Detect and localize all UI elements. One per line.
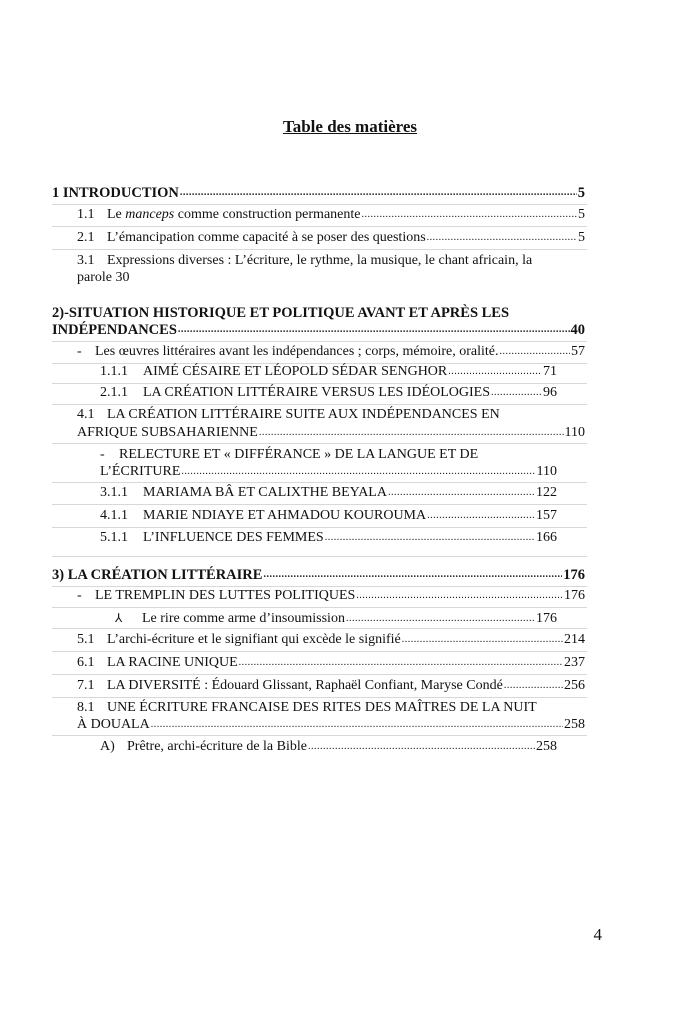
entry-number: 5.1 (77, 632, 95, 647)
leader-dots (361, 206, 577, 224)
leader-dots (427, 507, 535, 525)
divider (52, 482, 587, 483)
entry-number: 6.1 (77, 655, 95, 670)
divider (52, 404, 587, 405)
entry-page: 256 (564, 678, 585, 693)
entry-number: 3.1.1 (100, 485, 128, 500)
entry-page: 5 (578, 207, 585, 222)
divider (52, 204, 587, 205)
entry-label-line1: RELECTURE ET « DIFFÉRANCE » DE LA LANGUE ET DE (119, 447, 479, 462)
entry-page: 157 (536, 508, 557, 523)
bullet-dash: - (77, 344, 82, 359)
divider (52, 674, 587, 675)
entry-number: 7.1 (77, 678, 95, 693)
entry-label-line2: AFRIQUE SUBSAHARIENNE (77, 425, 258, 440)
leader-dots (308, 738, 535, 756)
entry-number: 1 (52, 185, 60, 201)
divider (52, 628, 587, 629)
divider (52, 443, 587, 444)
entry-label-line1: UNE ÉCRITURE FRANCAISE DES RITES DES MAÎTRES DE LA NUIT (107, 700, 537, 715)
entry-number: A) (100, 739, 115, 754)
divider (52, 341, 587, 342)
entry-label: MARIE NDIAYE ET AHMADOU KOUROUMA (143, 508, 427, 523)
entry-page: 96 (543, 385, 557, 400)
divider (52, 226, 587, 227)
entry-label: Le rire comme arme d’insoumission (142, 611, 345, 626)
entry-page: 122 (536, 485, 557, 500)
entry-label: L’archi-écriture et le signifiant qui excède le signifié (107, 632, 401, 647)
entry-label-line2: INDÉPENDANCES (52, 322, 177, 338)
leader-dots (356, 587, 563, 605)
divider (52, 556, 587, 557)
leader-dots (388, 484, 535, 502)
entry-label: LA DIVERSITÉ : Édouard Glissant, Raphaël Confiant, Maryse Condé (107, 678, 503, 693)
leader-dots (180, 184, 577, 202)
entry-label-line2: parole (77, 270, 112, 285)
leader-dots (151, 716, 563, 734)
entry-page: 258 (564, 717, 585, 732)
leader-dots (346, 610, 535, 628)
entry-number: 2.1 (77, 230, 95, 245)
entry-label-pre: Le (107, 207, 126, 222)
entry-label-line1: 2)-SITUATION HISTORIQUE ET POLITIQUE AVANT ET APRÈS LES (52, 305, 510, 321)
divider (52, 697, 587, 698)
entry-page: 110 (564, 425, 585, 440)
entry-number: 3.1 (77, 253, 95, 268)
leader-dots (239, 654, 563, 672)
leader-dots (263, 566, 562, 584)
bullet-arrow-icon: ⅄ (115, 611, 123, 625)
entry-page: 237 (564, 655, 585, 670)
entry-number: 4.1.1 (100, 508, 128, 523)
entry-label: Prêtre, archi-écriture de la Bible (127, 739, 307, 754)
divider (52, 651, 587, 652)
divider (52, 249, 587, 250)
entry-number: 5.1.1 (100, 530, 128, 545)
entry-label: AIMÉ CÉSAIRE ET LÉOPOLD SÉDAR SENGHOR (143, 364, 448, 379)
entry-label: Les œuvres littéraires avant les indépendances ; corps, mémoire, oralité. (95, 344, 499, 359)
entry-label: L’émancipation comme capacité à se poser des questions (107, 230, 426, 245)
leader-dots (402, 631, 563, 649)
entry-page: 176 (564, 588, 585, 603)
leader-dots (325, 529, 535, 547)
leader-dots (259, 424, 564, 442)
entry-label-line1: LA CRÉATION LITTÉRAIRE SUITE AUX INDÉPENDANCES EN (107, 407, 500, 422)
entry-page: 30 (115, 270, 130, 285)
entry-label-line1: Expressions diverses : L’écriture, le rythme, la musique, le chant africain, la (107, 253, 533, 268)
leader-dots (500, 343, 570, 361)
leader-dots (491, 384, 542, 402)
entry-number: 2.1.1 (100, 385, 128, 400)
divider (52, 504, 587, 505)
entry-label-italic: manceps (125, 207, 175, 222)
page-number: 4 (593, 925, 602, 944)
entry-page: 176 (563, 567, 585, 583)
entry-label: L’INFLUENCE DES FEMMES (143, 530, 324, 545)
entry-label: MARIAMA BÂ ET CALIXTHE BEYALA (143, 485, 387, 500)
entry-label: LA RACINE UNIQUE (107, 655, 238, 670)
entry-page: 57 (571, 344, 585, 359)
entry-page: 176 (536, 611, 557, 626)
entry-page: 214 (564, 632, 585, 647)
divider (52, 527, 587, 528)
entry-number: 4.1 (77, 407, 95, 422)
divider (52, 735, 587, 736)
leader-dots (427, 229, 577, 247)
leader-dots (504, 677, 563, 695)
entry-page: 5 (577, 185, 585, 201)
entry-page: 110 (536, 464, 557, 479)
entry-page: 40 (570, 322, 585, 338)
entry-label-line2: À DOUALA (77, 717, 150, 732)
bullet-dash: - (100, 447, 105, 462)
entry-page: 5 (578, 230, 585, 245)
entry-number: 8.1 (77, 700, 95, 715)
divider (52, 607, 587, 608)
entry-label-post: comme construction permanente (174, 207, 361, 222)
entry-page: 71 (543, 364, 557, 379)
leader-dots (178, 321, 570, 339)
entry-label: INTRODUCTION (62, 185, 179, 201)
entry-label: LA CRÉATION LITTÉRAIRE VERSUS LES IDÉOLOGIES (143, 385, 491, 400)
bullet-dash: - (77, 588, 82, 603)
leader-dots (181, 463, 535, 481)
leader-dots (448, 363, 542, 381)
entry-label: LA CRÉATION LITTÉRAIRE (67, 567, 263, 583)
entry-page: 166 (536, 530, 557, 545)
entry-number: 1.1 (77, 207, 95, 222)
entry-number: 1.1.1 (100, 364, 128, 379)
entry-label-line2: L’ÉCRITURE (100, 464, 181, 479)
entry-page: 258 (536, 739, 557, 754)
entry-label: LE TREMPLIN DES LUTTES POLITIQUES (95, 588, 356, 603)
page-title: Table des matières (282, 117, 418, 136)
entry-number: 3) (52, 567, 65, 583)
